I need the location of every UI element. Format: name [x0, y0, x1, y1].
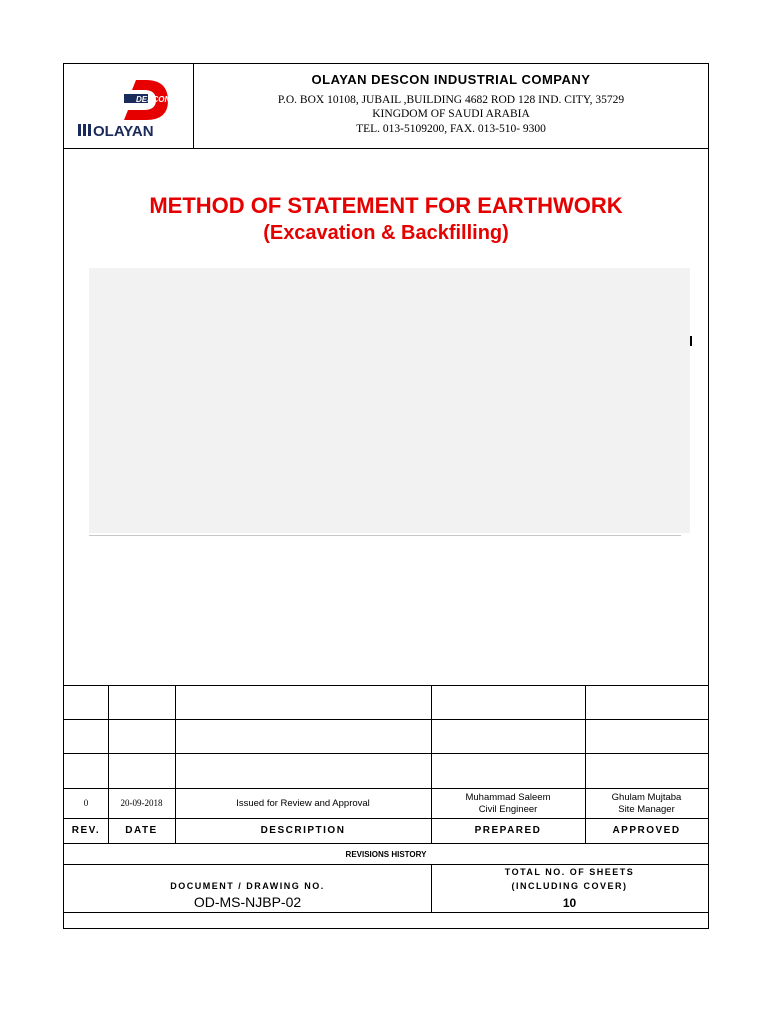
address-line-3: TEL. 013-5109200, FAX. 013-510- 9300: [356, 123, 546, 135]
col-header-date: DATE: [125, 825, 158, 836]
document-number-label: DOCUMENT / DRAWING NO.: [170, 881, 325, 891]
revisions-history-label: REVISIONS HISTORY: [345, 850, 427, 859]
rev-col-line: [431, 685, 432, 843]
rev-table-top: [64, 685, 708, 686]
col-header-rev: REV.: [71, 825, 101, 836]
rev-col-line: [108, 685, 109, 843]
header-bottom-line: [64, 148, 708, 149]
col-header-approved: APPROVED: [612, 825, 681, 836]
rev-col-line: [175, 685, 176, 843]
rev-date: 20-09-2018: [120, 798, 163, 808]
company-logo: [64, 64, 193, 148]
rev-table-line: [64, 719, 708, 720]
rev-table-line: [64, 753, 708, 754]
document-subtitle: (Excavation & Backfilling): [263, 222, 509, 244]
approved-title: Site Manager: [618, 804, 675, 815]
footer-bottom-line: [64, 912, 708, 913]
approved-name: Ghulam Mujtaba: [611, 792, 682, 803]
document-number: OD-MS-NJBP-02: [193, 894, 302, 910]
rev-col-line: [585, 685, 586, 843]
total-sheets-sublabel: (INCLUDING COVER): [511, 881, 628, 891]
content-placeholder-area: [89, 268, 690, 533]
total-sheets-label: TOTAL NO. OF SHEETS: [504, 867, 635, 877]
descon-logo-text: DESCON: [136, 95, 171, 104]
document-title: METHOD OF STATEMENT FOR EARTHWORK: [149, 193, 623, 218]
col-header-prepared: PREPARED: [474, 825, 542, 836]
col-header-description: DESCRIPTION: [260, 825, 346, 836]
rev-table-line: [64, 788, 708, 789]
prepared-title: Civil Engineer: [478, 804, 538, 815]
rev-table-line: [64, 818, 708, 819]
content-underline: [89, 535, 681, 536]
descon-olayan-logo-icon: [64, 64, 193, 148]
total-sheets-count: 10: [562, 896, 577, 910]
rev-table-line: [64, 843, 708, 844]
rev-history-line: [64, 864, 708, 865]
address-line-1: P.O. BOX 10108, JUBAIL ,BUILDING 4682 ROD 128 IND. CITY, 35729: [277, 94, 625, 106]
prepared-name: Muhammad Saleem: [465, 792, 551, 803]
rev-description: Issued for Review and Approval: [236, 798, 370, 809]
company-name: OLAYAN DESCON INDUSTRIAL COMPANY: [311, 72, 591, 87]
edge-mark: [690, 336, 692, 346]
address-line-2: KINGDOM OF SAUDI ARABIA: [372, 108, 530, 120]
olayan-logo-text: OLAYAN: [93, 123, 154, 140]
rev-number: 0: [83, 798, 89, 808]
